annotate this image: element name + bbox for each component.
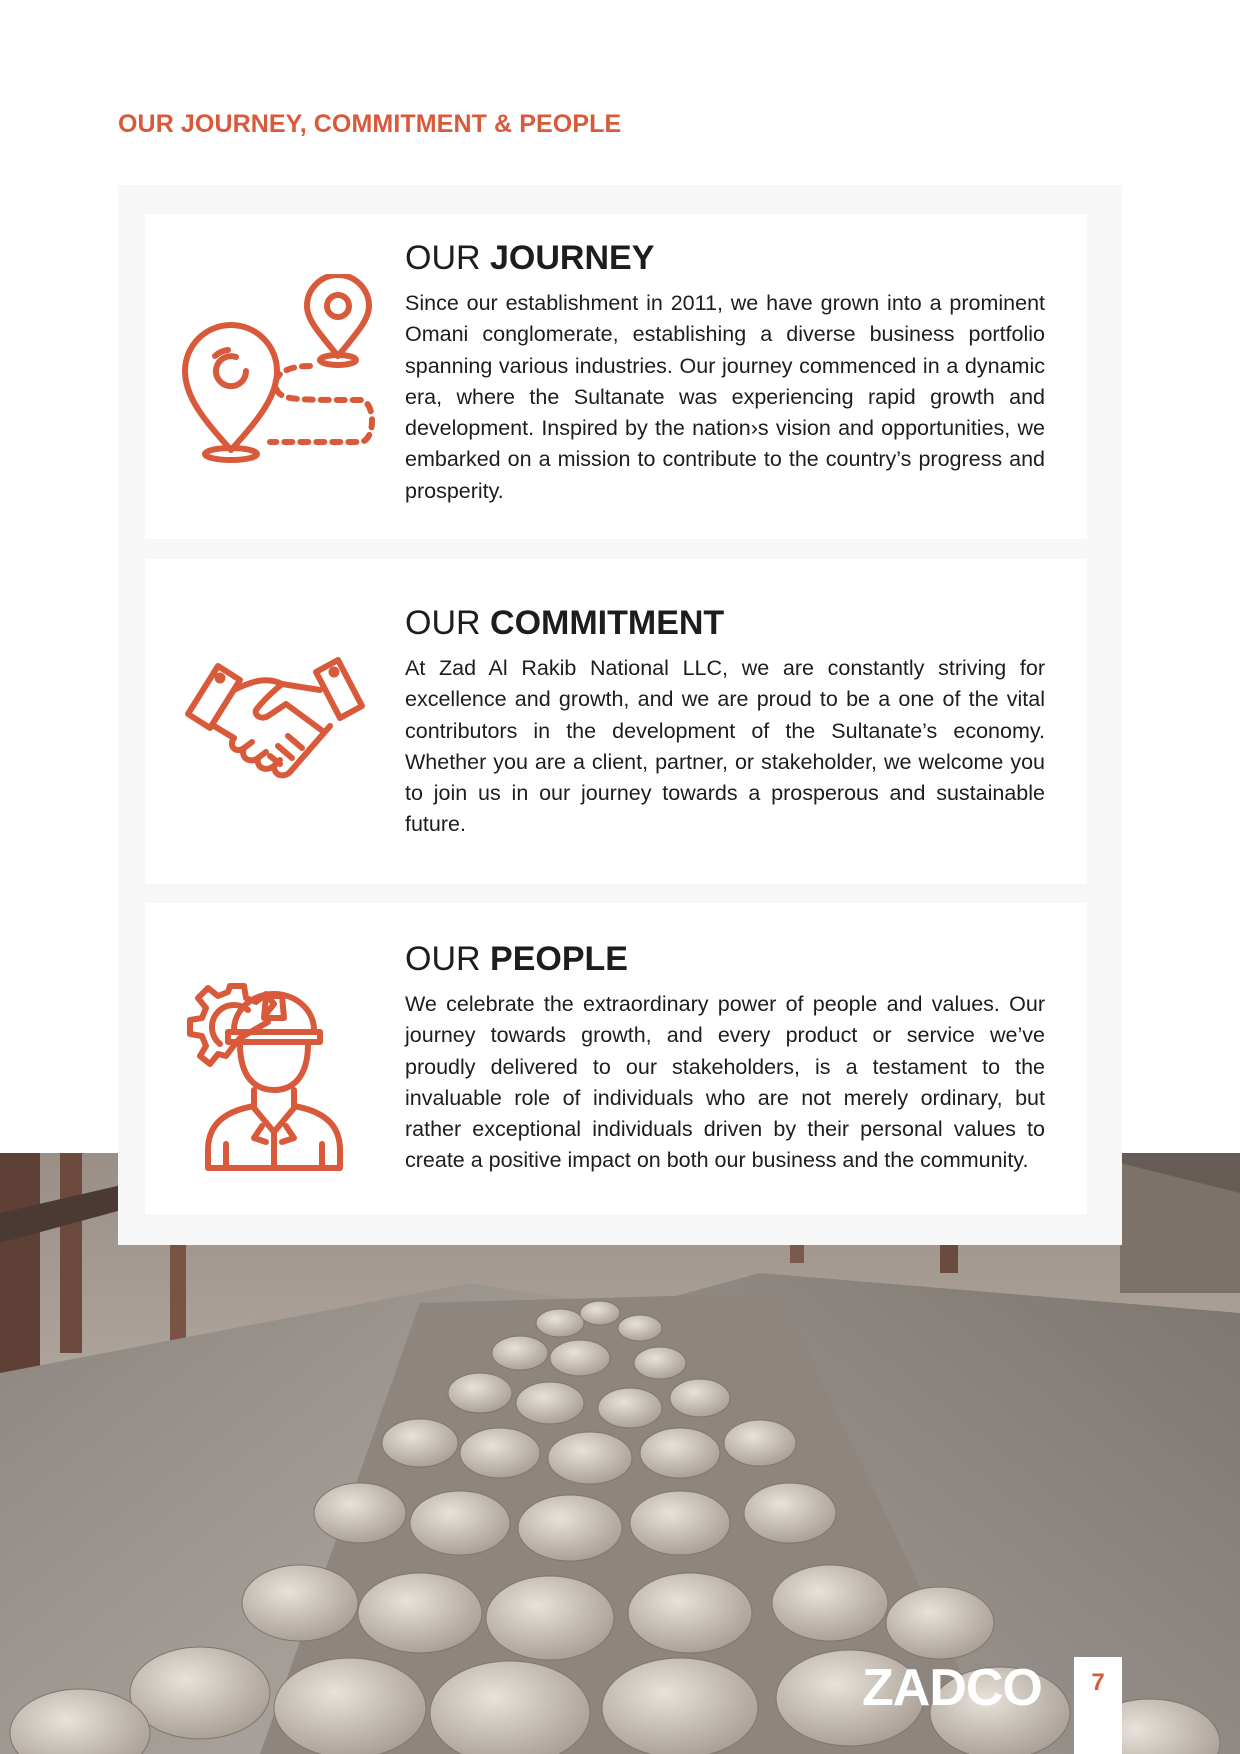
page-number-box xyxy=(1074,1657,1122,1754)
journey-body: Since our establishment in 2011, we have grown into a prominent Omani conglomerate, establishing a diverse business portfolio spanning various industries. Our journey commenced in a dynamic era, where the Sultanate was experiencing rapid growth and development. Inspired by the nation›s vision and opportunities, we embarked on a mission to contribute to the country’s progress and prosperity. xyxy=(405,291,1045,503)
commitment-card xyxy=(145,559,1087,884)
people-title: OUR PEOPLE xyxy=(405,940,628,978)
people-body: We celebrate the extraordinary power of people and values. Our journey towards growth, and every product or service we’ve proudly delivered to our stakeholders, is a testament to the invaluable role of individuals who are not merely ordinary, but rather exceptional individuals driven by their personal values to create a positive impact on both our business and the community. xyxy=(405,992,1045,1173)
commitment-body: At Zad Al Rakib National LLC, we are constantly striving for excellence and growth, and we are proud to be a one of the vital contributors in the development of the Sultanate’s economy. Whether you are a client, partner, or stakeholder, we welcome you to join us in our journey towards a prosperous and sustainable future. xyxy=(405,656,1045,837)
zadco-logo xyxy=(862,1660,1057,1716)
page-number: 7 xyxy=(1091,1669,1105,1696)
engineer-gear-icon xyxy=(170,978,380,1178)
journey-card xyxy=(145,214,1087,539)
logo-text: ZADCO xyxy=(862,1659,1042,1717)
map-route-icon xyxy=(170,274,380,474)
people-card xyxy=(145,903,1087,1214)
handshake-icon xyxy=(170,614,380,814)
page-heading: OUR JOURNEY, COMMITMENT & PEOPLE xyxy=(118,110,622,138)
journey-title: OUR JOURNEY xyxy=(405,239,655,277)
commitment-title: OUR COMMITMENT xyxy=(405,604,725,642)
